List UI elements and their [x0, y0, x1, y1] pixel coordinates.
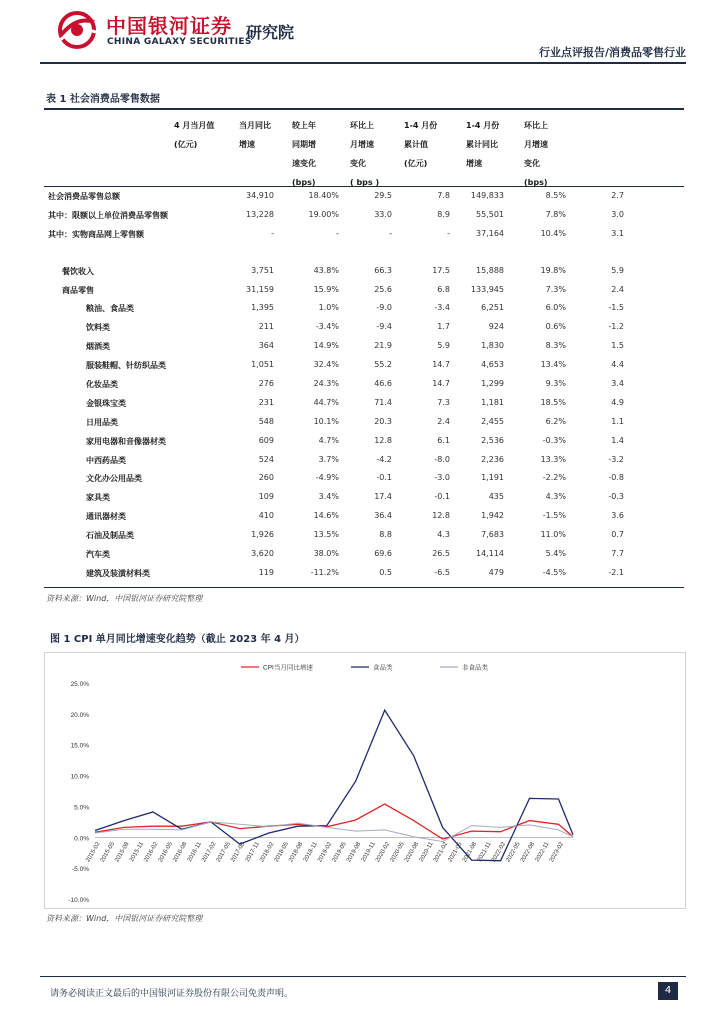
- table-cell: -: [271, 228, 274, 238]
- row-label: 其中：实物商品网上零售额: [48, 229, 144, 239]
- column-header-2: 当月同比 增速: [239, 121, 271, 149]
- table-cell: 524: [258, 454, 274, 464]
- galaxy-swirl-logo-icon: [54, 10, 100, 50]
- table-cell: 18.5%: [540, 397, 566, 407]
- table-cell: 37,164: [476, 228, 504, 238]
- table-cell: 2.4: [437, 416, 450, 426]
- column-header-7: 环比上 月增速 变化 (bps): [524, 121, 548, 187]
- table-cell: 7.3: [437, 397, 450, 407]
- figure-source-note: 资料来源：Wind，中国银河证券研究院整理: [46, 914, 203, 923]
- x-tick-label: 2020-05: [389, 841, 406, 864]
- x-tick-label: 2022-05: [505, 841, 522, 864]
- table-cell: 3.4%: [318, 492, 339, 502]
- table-cell: 14.9%: [313, 341, 339, 351]
- row-label: 服装鞋帽、针纺织品类: [86, 361, 166, 371]
- table-cell: -3.2: [608, 454, 624, 464]
- table-cell: 8.3%: [545, 341, 566, 351]
- table-cell: 5.9: [437, 341, 450, 351]
- table-cell: -3.4: [434, 303, 450, 313]
- row-label: 金银珠宝类: [86, 398, 126, 408]
- table-cell: 15.9%: [313, 284, 339, 294]
- x-tick-label: 2021-11: [476, 841, 493, 863]
- table-cell: 149,833: [470, 191, 504, 200]
- table-cell: 6.1: [437, 435, 450, 445]
- table-row: [44, 318, 684, 337]
- table-cell: 6,251: [481, 303, 504, 313]
- table-row: [44, 356, 684, 375]
- table-cell: 20.3: [374, 416, 392, 426]
- table-cell: -8.0: [434, 454, 450, 464]
- table-cell: 66.3: [374, 265, 392, 275]
- table-row: [44, 187, 684, 206]
- y-tick-label: -5.0%: [72, 866, 89, 874]
- table-row: [44, 451, 684, 470]
- table-cell: 3.7%: [318, 454, 339, 464]
- table-cell: 1,191: [481, 473, 504, 483]
- table-cell: 19.8%: [540, 265, 566, 275]
- x-tick-label: 2016-05: [157, 841, 174, 864]
- table-cell: 7.3%: [545, 284, 566, 294]
- table-cell: 6.0%: [545, 303, 566, 313]
- table-row: [44, 375, 684, 394]
- table-cell: 479: [488, 567, 504, 577]
- row-label: 石油及制品类: [86, 531, 134, 541]
- table-cell: -0.3%: [542, 435, 566, 445]
- y-tick-label: 5.0%: [74, 804, 89, 812]
- cpi-line-chart: [45, 653, 685, 908]
- y-tick-label: 10.0%: [70, 773, 89, 781]
- legend-label: 食品类: [373, 664, 393, 672]
- row-label: 汽车类: [86, 550, 110, 560]
- table-cell: 1.5: [611, 341, 624, 351]
- y-tick-label: 15.0%: [70, 742, 89, 750]
- table-cell: -11.2%: [310, 567, 339, 577]
- x-tick-label: 2018-11: [302, 841, 319, 863]
- table-row: [44, 545, 684, 564]
- table-cell: -0.8: [608, 473, 624, 483]
- table-cell: 1,395: [251, 303, 274, 313]
- table-cell: 8.9: [437, 209, 450, 219]
- table-cell: 6.8: [437, 284, 450, 294]
- table-cell: 4.7%: [318, 435, 339, 445]
- column-header-5: 1-4 月份 累计值 (亿元): [404, 121, 438, 168]
- table-cell: 55,501: [476, 209, 504, 219]
- table-cell: 17.4: [374, 492, 392, 502]
- table-cell: 0.6%: [545, 322, 566, 332]
- row-gap: [44, 244, 684, 262]
- x-tick-label: 2017-08: [230, 841, 247, 864]
- table-cell: 0.5: [379, 567, 392, 577]
- table-cell: 2,536: [481, 435, 504, 445]
- table-cell: 211: [258, 322, 274, 332]
- table-cell: 6.2%: [545, 416, 566, 426]
- table-cell: 231: [258, 397, 274, 407]
- x-tick-label: 2022-11: [534, 841, 551, 863]
- table-cell: 7,683: [481, 530, 504, 540]
- table-cell: 46.6: [374, 379, 392, 389]
- table-cell: 10.4%: [540, 228, 566, 238]
- x-tick-label: 2015-05: [99, 841, 117, 864]
- table-cell: 548: [258, 416, 274, 426]
- table-source-note: 资料来源：Wind，中国银河证券研究院整理: [46, 594, 203, 603]
- table-row: [44, 206, 684, 225]
- table-row: [44, 564, 684, 583]
- x-tick-label: 2016-02: [143, 841, 160, 864]
- table-cell: 1.0%: [318, 303, 339, 313]
- table-cell: 435: [488, 492, 504, 502]
- table-cell: 1,926: [251, 530, 274, 540]
- y-tick-label: 25.0%: [70, 681, 89, 688]
- table-cell: -3.4%: [315, 322, 339, 332]
- table-cell: 10.1%: [313, 416, 339, 426]
- table-row: [44, 281, 684, 300]
- table-cell: 119: [258, 567, 274, 577]
- table-cell: 7.7: [611, 549, 624, 559]
- row-label: 其中：限额以上单位消费品零售额: [48, 210, 168, 220]
- figure-caption: 图 1 CPI 单月同比增速变化趋势（截止 2023 年 4 月）: [50, 634, 305, 645]
- table-cell: 2.7: [611, 191, 624, 200]
- table-cell: 21.9: [374, 341, 392, 351]
- page-number: 4: [658, 982, 678, 1000]
- series-line-2: [95, 710, 573, 861]
- table-cell: 1.4: [611, 435, 624, 445]
- x-tick-label: 2020-08: [404, 841, 421, 864]
- table-cell: 34,910: [246, 191, 274, 200]
- table-cell: -4.9%: [315, 473, 339, 483]
- table-cell: 609: [258, 435, 274, 445]
- x-tick-label: 2022-08: [519, 841, 537, 864]
- table-cell: 133,945: [470, 284, 504, 294]
- table-cell: -2.1: [608, 567, 624, 577]
- table-cell: 13.4%: [540, 360, 566, 370]
- table-row: [44, 262, 684, 281]
- y-tick-label: 0.0%: [74, 835, 89, 843]
- header-divider: [40, 62, 686, 64]
- table-cell: 3.0: [611, 209, 624, 219]
- report-category: 行业点评报告/消费品零售行业: [538, 46, 686, 59]
- x-tick-label: 2021-05: [447, 841, 464, 864]
- table-cell: 3,620: [251, 549, 274, 559]
- row-label: 中西药品类: [86, 455, 126, 465]
- x-tick-label: 2021-02: [432, 841, 450, 864]
- table-cell: 924: [488, 322, 504, 332]
- table-cell: 14.7: [432, 379, 450, 389]
- row-label: 烟酒类: [86, 342, 110, 352]
- x-tick-label: 2015-02: [85, 841, 102, 864]
- table-cell: 5.4%: [545, 549, 566, 559]
- table-cell: -: [336, 228, 339, 238]
- disclaimer-text: 请务必阅读正文最后的中国银河证券股份有限公司免责声明。: [50, 989, 294, 999]
- table-cell: -3.0: [434, 473, 450, 483]
- table-cell: 8.8: [379, 530, 392, 540]
- x-tick-label: 2020-11: [418, 841, 435, 863]
- x-tick-label: 2023-02: [548, 841, 566, 864]
- table-cell: -1.2: [608, 322, 624, 332]
- table-cell: 24.3%: [313, 379, 339, 389]
- row-label: 家用电器和音像器材类: [86, 436, 166, 446]
- table-cell: 0.7: [611, 530, 624, 540]
- table-row: [44, 413, 684, 432]
- table-cell: 4.3: [437, 530, 450, 540]
- row-label: 建筑及装潢材料类: [86, 568, 150, 578]
- table-cell: 32.4%: [313, 360, 339, 370]
- row-label: 家具类: [86, 493, 110, 503]
- table-cell: 13,228: [246, 209, 274, 219]
- table-cell: 33.0: [374, 209, 392, 219]
- row-label: 社会消费品零售总额: [48, 192, 120, 201]
- x-tick-label: 2022-02: [490, 841, 508, 864]
- series-line-1: [95, 804, 573, 839]
- table-cell: 25.6: [374, 284, 392, 294]
- table-cell: 109: [258, 492, 274, 502]
- x-tick-label: 2015-08: [114, 841, 131, 864]
- table-cell: 69.6: [374, 549, 392, 559]
- table-cell: 4.4: [611, 360, 624, 370]
- table-cell: 1,299: [481, 379, 504, 389]
- x-tick-label: 2019-08: [346, 841, 363, 864]
- table-cell: 364: [258, 341, 274, 351]
- table-cell: 19.00%: [308, 209, 339, 219]
- table-cell: 8.5%: [545, 191, 566, 200]
- table-cell: 4,653: [481, 360, 504, 370]
- row-label: 日用品类: [86, 417, 118, 427]
- footer-divider: [40, 976, 686, 977]
- table-cell: 1.1: [611, 416, 624, 426]
- table-cell: 276: [258, 379, 274, 389]
- table-cell: 14.7: [432, 360, 450, 370]
- column-header-3: 较上年 同期增 速变化 (bps): [292, 121, 316, 187]
- column-header-4: 环比上 月增速 变化 ( bps ): [350, 121, 380, 187]
- x-tick-label: 2019-11: [360, 841, 377, 863]
- row-label: 粮油、食品类: [86, 304, 134, 314]
- table-cell: 14.6%: [313, 511, 339, 521]
- y-tick-label: 20.0%: [70, 711, 89, 719]
- table-cell: -0.3: [608, 492, 624, 502]
- table-cell: 7.8: [437, 191, 450, 200]
- table-cell: -: [447, 228, 450, 238]
- table-cell: 9.3%: [545, 379, 566, 389]
- x-tick-label: 2016-11: [186, 841, 203, 863]
- table-cell: -4.5%: [542, 567, 566, 577]
- table-cell: 1.7: [437, 322, 450, 332]
- chart-frame: [44, 652, 686, 909]
- table-row: [44, 225, 684, 244]
- table-cell: 17.5: [432, 265, 450, 275]
- table-row: [44, 488, 684, 507]
- x-tick-label: 2020-02: [375, 841, 392, 864]
- x-tick-label: 2017-05: [215, 841, 232, 864]
- table-cell: 71.4: [374, 397, 392, 407]
- legend-label: 非食品类: [462, 664, 488, 672]
- table-cell: 13.3%: [540, 454, 566, 464]
- table-cell: 36.4: [374, 511, 392, 521]
- table-cell: 14,114: [476, 549, 504, 559]
- table-row: [44, 394, 684, 413]
- table-cell: -0.1: [434, 492, 450, 502]
- x-tick-label: 2018-08: [288, 841, 305, 864]
- table-cell: 2.4: [611, 284, 624, 294]
- x-tick-label: 2015-11: [129, 841, 146, 863]
- table-header: [44, 110, 684, 187]
- table-cell: -: [389, 228, 392, 238]
- legend-label: CPI当月同比增速: [263, 664, 313, 672]
- table-cell: 44.7%: [313, 397, 339, 407]
- retail-data-table: [44, 108, 684, 588]
- table-cell: 1,051: [251, 360, 274, 370]
- y-tick-label: -10.0%: [68, 897, 89, 904]
- x-tick-label: 2016-08: [172, 841, 189, 864]
- table-cell: 3.6: [611, 511, 624, 521]
- table-cell: -2.2%: [542, 473, 566, 483]
- table-cell: -9.4: [376, 322, 392, 332]
- brand-name-en: CHINA GALAXY SECURITIES: [107, 37, 252, 47]
- table-row: [44, 469, 684, 488]
- table-cell: -4.2: [376, 454, 392, 464]
- column-header-6: 1-4 月份 累计同比 增速: [466, 121, 500, 168]
- table-body: [44, 187, 684, 583]
- table-cell: 7.8%: [545, 209, 566, 219]
- x-tick-label: 2017-02: [201, 841, 218, 864]
- row-label: 餐饮收入: [62, 266, 94, 276]
- table-cell: 13.5%: [313, 530, 339, 540]
- table-cell: -1.5: [608, 303, 624, 313]
- table-cell: 11.0%: [540, 530, 566, 540]
- table-caption: 表 1 社会消费品零售数据: [46, 94, 160, 105]
- table-cell: 31,159: [246, 284, 274, 294]
- table-cell: 3.4: [611, 379, 624, 389]
- table-cell: 260: [258, 473, 274, 483]
- table-cell: 1,181: [481, 397, 504, 407]
- row-label: 通讯器材类: [86, 512, 126, 522]
- table-cell: 12.8: [374, 435, 392, 445]
- table-cell: 2,455: [481, 416, 504, 426]
- row-label: 文化办公用品类: [86, 474, 142, 484]
- table-cell: 26.5: [432, 549, 450, 559]
- table-cell: 29.5: [374, 191, 392, 200]
- x-tick-label: 2019-02: [317, 841, 334, 864]
- table-row: [44, 337, 684, 356]
- table-cell: 15,888: [476, 265, 504, 275]
- row-label: 饮料类: [86, 323, 110, 333]
- table-row: [44, 507, 684, 526]
- row-label: 化妆品类: [86, 380, 118, 390]
- table-cell: 55.2: [374, 360, 392, 370]
- table-cell: 43.8%: [313, 265, 339, 275]
- column-header-1: 4 月当月值 (亿元): [174, 121, 215, 149]
- table-cell: 3,751: [251, 265, 274, 275]
- table-cell: 1,830: [481, 341, 504, 351]
- table-cell: 2,236: [481, 454, 504, 464]
- x-tick-label: 2018-02: [259, 841, 276, 864]
- table-cell: -1.5%: [542, 511, 566, 521]
- table-cell: 3.1: [611, 228, 624, 238]
- table-cell: 1,942: [481, 511, 504, 521]
- table-cell: 410: [258, 511, 274, 521]
- x-tick-label: 2019-05: [331, 841, 348, 864]
- table-cell: -0.1: [376, 473, 392, 483]
- table-cell: 18.40%: [308, 191, 339, 200]
- row-label: 商品零售: [62, 285, 94, 295]
- table-row: [44, 526, 684, 545]
- table-row: [44, 299, 684, 318]
- table-row: [44, 432, 684, 451]
- table-cell: 5.9: [611, 265, 624, 275]
- x-tick-label: 2021-08: [461, 841, 479, 864]
- x-tick-label: 2018-05: [273, 841, 290, 864]
- table-bottom-rule: [44, 587, 684, 588]
- x-tick-label: 2017-11: [244, 841, 261, 863]
- table-cell: -6.5: [434, 567, 450, 577]
- table-cell: 4.9: [611, 397, 624, 407]
- brand-name-cn: 中国银河证券: [106, 14, 232, 38]
- table-cell: 12.8: [432, 511, 450, 521]
- table-cell: 38.0%: [313, 549, 339, 559]
- table-cell: -9.0: [376, 303, 392, 313]
- table-cell: 4.3%: [545, 492, 566, 502]
- institute-name: 研究院: [246, 23, 295, 42]
